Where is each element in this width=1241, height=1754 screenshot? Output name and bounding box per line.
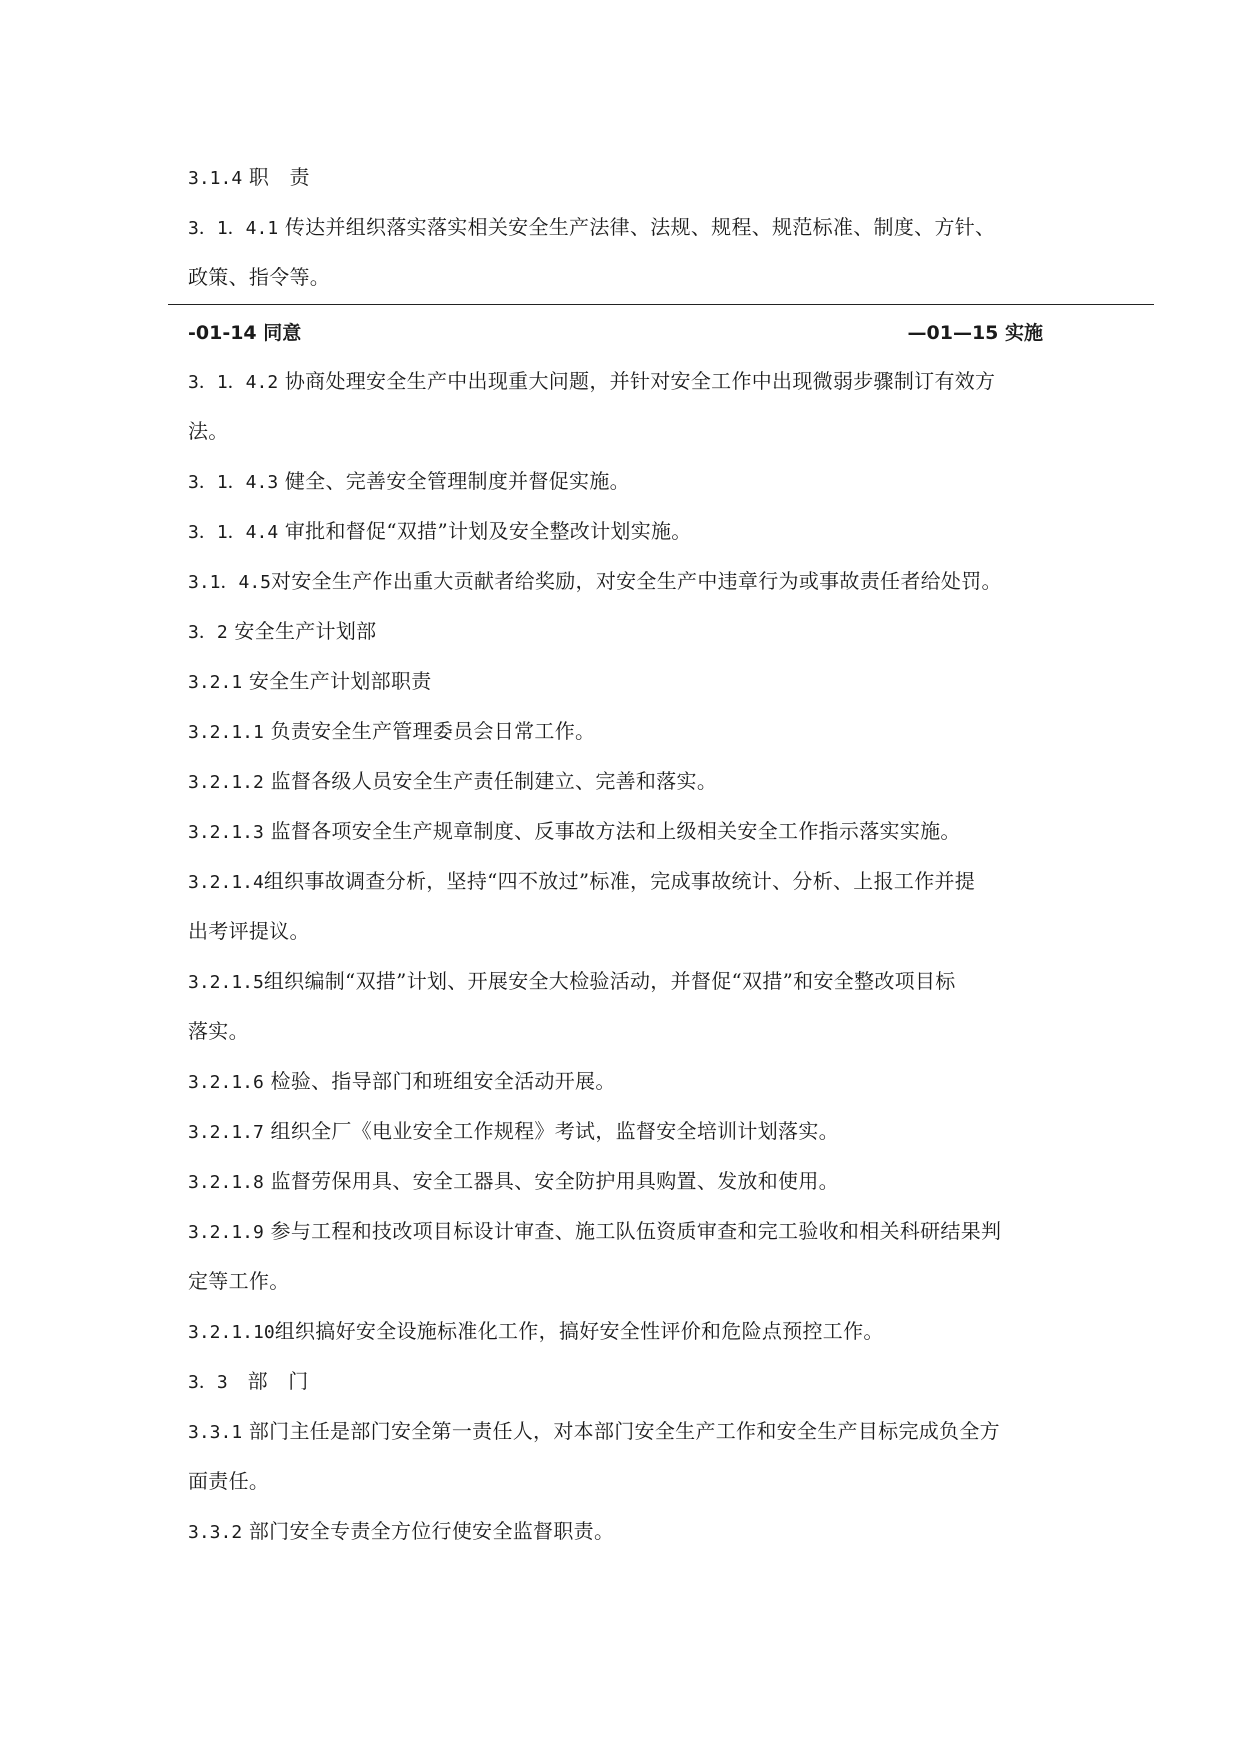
clause-text: 组织搞好安全设施标准化工作，搞好安全性评价和危险点预控工作。 bbox=[274, 1319, 884, 1343]
clause-number: 3.2.1.2 bbox=[188, 772, 264, 793]
section-heading bbox=[188, 618, 1068, 646]
clause-text: 政策、指令等。 bbox=[188, 265, 331, 289]
clause-number: 3.2.1.4 bbox=[188, 872, 264, 893]
section-heading bbox=[188, 1368, 1068, 1396]
clause-number: 3.3.1 bbox=[188, 1422, 243, 1443]
clause-line bbox=[188, 868, 1068, 896]
clause-text: 审批和督促“双措”计划及安全整改计划实施。 bbox=[284, 519, 692, 543]
clause-text: 组织全厂《电业安全工作规程》考试，监督安全培训计划落实。 bbox=[270, 1119, 839, 1143]
clause-line bbox=[188, 1168, 1068, 1196]
clause-line bbox=[188, 468, 1068, 496]
page-divider bbox=[168, 304, 1154, 305]
clause-number: 3.2.1 bbox=[188, 672, 243, 693]
clause-text: 部 门 bbox=[247, 1369, 309, 1393]
clause-line bbox=[188, 668, 1068, 696]
clause-number: 3．1．4.1 bbox=[188, 218, 279, 239]
clause-text: 检验、指导部门和班组安全活动开展。 bbox=[270, 1069, 616, 1093]
clause-line bbox=[188, 568, 1068, 596]
clause-number: 3.2.1.6 bbox=[188, 1072, 264, 1093]
clause-text: 协商处理安全生产中出现重大问题，并针对安全工作中出现微弱步骤制订有效方 bbox=[284, 369, 996, 393]
clause-line bbox=[188, 1018, 1068, 1044]
clause-text: 对安全生产作出重大贡献者给奖励，对安全生产中违章行为或事故责任者给处罚。 bbox=[271, 569, 1002, 593]
clause-text: 安全生产计划部 bbox=[234, 619, 377, 643]
clause-number: 3.2.1.1 bbox=[188, 722, 264, 743]
clause-text: 安全生产计划部职责 bbox=[248, 669, 432, 693]
clause-text: 传达并组织落实落实相关安全生产法律、法规、规程、规范标准、制度、方针、 bbox=[284, 215, 996, 239]
clause-line bbox=[188, 164, 1068, 192]
clause-number: 3.1．4.5 bbox=[188, 572, 272, 593]
clause-line bbox=[188, 1268, 1068, 1294]
clause-line bbox=[188, 214, 1068, 242]
clause-text: 健全、完善安全管理制度并督促实施。 bbox=[284, 469, 630, 493]
clause-line bbox=[188, 1468, 1068, 1494]
clause-line bbox=[188, 1518, 1068, 1546]
clause-number: 3.2.1.3 bbox=[188, 822, 264, 843]
clause-text: 监督各项安全生产规章制度、反事故方法和上级相关安全工作指示落实实施。 bbox=[270, 819, 961, 843]
clause-text: 监督各级人员安全生产责任制建立、完善和落实。 bbox=[270, 769, 718, 793]
clause-line bbox=[188, 768, 1068, 796]
clause-line bbox=[188, 818, 1068, 846]
clause-line bbox=[188, 264, 1068, 290]
clause-line bbox=[188, 368, 1068, 396]
clause-text: 部门主任是部门安全第一责任人，对本部门安全生产工作和安全生产目标完成负全方 bbox=[248, 1419, 1000, 1443]
clause-line bbox=[188, 1118, 1068, 1146]
clause-line bbox=[188, 418, 1068, 444]
clause-number: 3.3.2 bbox=[188, 1522, 243, 1543]
clause-line bbox=[188, 1068, 1068, 1096]
clause-number: 3．2 bbox=[188, 622, 228, 643]
clause-number: 3．1．4.2 bbox=[188, 372, 279, 393]
clause-line bbox=[188, 1218, 1068, 1246]
clause-text: 落实。 bbox=[188, 1019, 249, 1043]
clause-text: 部门安全专责全方位行使安全监督职责。 bbox=[248, 1519, 615, 1543]
clause-text: 负责安全生产管理委员会日常工作。 bbox=[270, 719, 596, 743]
clause-line bbox=[188, 968, 1068, 996]
clause-text: 定等工作。 bbox=[188, 1269, 290, 1293]
clause-number: 3．1．4.3 bbox=[188, 472, 279, 493]
clause-text: 职 责 bbox=[248, 165, 310, 189]
clause-text: 组织编制“双措”计划、开展安全大检验活动，并督促“双措”和安全整改项目标 bbox=[263, 969, 956, 993]
clause-number: 3.2.1.10 bbox=[188, 1322, 275, 1343]
clause-text: 面责任。 bbox=[188, 1469, 270, 1493]
clause-line bbox=[188, 1318, 1068, 1346]
clause-number: 3.2.1.5 bbox=[188, 972, 264, 993]
clause-text: 组织事故调查分析，坚持“四不放过”标准，完成事故统计、分析、上报工作并提 bbox=[263, 869, 976, 893]
header-effective-date: —01—15 实施 bbox=[907, 322, 1043, 344]
clause-line bbox=[188, 718, 1068, 746]
clause-number: 3.1.4 bbox=[188, 168, 243, 189]
header-approved-date: -01-14 同意 bbox=[188, 322, 302, 344]
clause-number: 3.2.1.9 bbox=[188, 1222, 264, 1243]
clause-text: 参与工程和技改项目标设计审查、施工队伍资质审查和完工验收和相关科研结果判 bbox=[270, 1219, 1002, 1243]
clause-line bbox=[188, 1418, 1068, 1446]
clause-number: 3.2.1.8 bbox=[188, 1172, 264, 1193]
clause-line bbox=[188, 518, 1068, 546]
clause-number: 3．1．4.4 bbox=[188, 522, 279, 543]
clause-number: 3.2.1.7 bbox=[188, 1122, 264, 1143]
clause-text: 法。 bbox=[188, 419, 229, 443]
clause-line bbox=[188, 918, 1068, 944]
clause-text: 监督劳保用具、安全工器具、安全防护用具购置、发放和使用。 bbox=[270, 1169, 839, 1193]
clause-text: 出考评提议。 bbox=[188, 919, 310, 943]
clause-number: 3．3 bbox=[188, 1372, 228, 1393]
